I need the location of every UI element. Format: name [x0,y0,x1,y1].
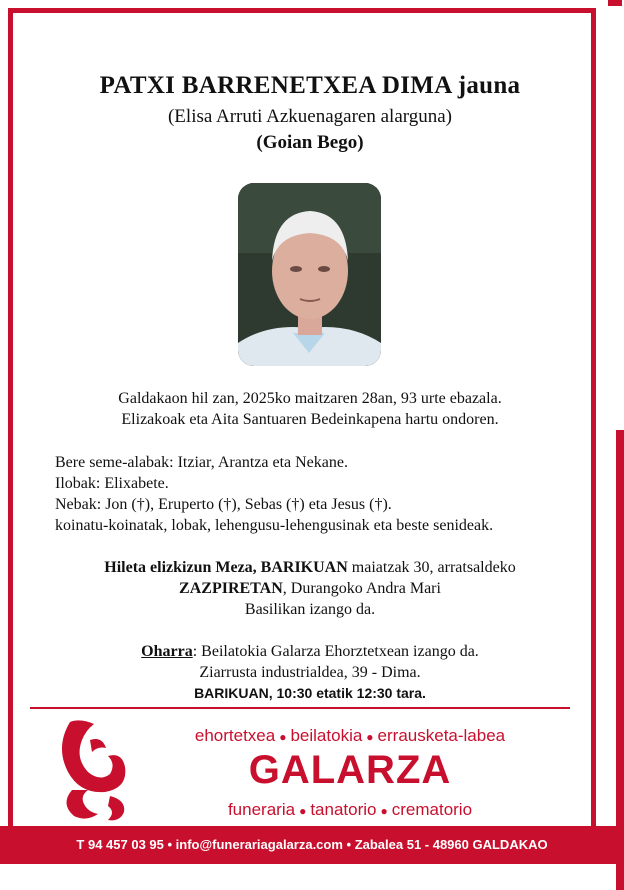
wake-address: Ziarrusta industrialdea, 39 - Dima. [199,664,421,681]
service-funeral-home: ehortetxea [194,726,276,745]
edge-mark [616,430,624,890]
portrait-image [238,183,381,366]
bullet-icon: ● [380,804,388,818]
service-tanatorio: tanatorio [310,800,377,819]
sacraments-line: Elizakoak eta Aita Santuaren Bedeinkapena hartu ondoren. [121,411,499,428]
rest-in-peace: (Goian Bego) [256,132,364,153]
spouse-line: (Elisa Arruti Azkuenagaren alarguna) [167,106,452,127]
funeral-basilica: Basilikan izango da. [244,601,376,618]
service-crematorium: errausketa-labea [377,726,506,745]
siblings-line: Nebak: Jon (†), Eruperto (†), Sebas (†) eta Jesus (†). [55,496,392,513]
contact-footer: T 94 457 03 95 • info@funerariagalarza.com • Zabalea 51 - 48960 GALDAKAO [0,826,624,864]
services-basque [140,726,560,746]
service-funeraria: funeraria [227,800,296,819]
galarza-logo-icon [50,712,140,824]
grandchildren-line: Ilobak: Elixabete. [55,475,169,492]
death-notice [20,388,600,430]
services-spanish [140,800,560,820]
service-crematorio: crematorio [391,800,473,819]
divider-line [30,707,570,709]
funeral-info [20,557,600,620]
death-line: Galdakaon hil zan, 2025ko maitzaren 28an, 93 urte ebazala. [118,390,502,407]
bullet-icon: ● [279,730,287,744]
brand-name: GALARZA [248,748,452,792]
bullet-icon: ● [299,804,307,818]
bullet-icon: ● [366,730,374,744]
family-list [55,452,493,536]
portrait-photo [238,183,381,366]
children-line: Bere seme-alabak: Itziar, Arantza eta Nekane. [55,454,348,471]
funeral-date: maiatzak 30, arratsaldeko [347,559,516,576]
corner-mark [608,0,622,6]
wake-hours: BARIKUAN, 10:30 etatik 12:30 tara. [194,685,426,701]
deceased-name: PATXI BARRENETXEA DIMA jauna [99,72,521,99]
service-wake-room: beilatokia [290,726,363,745]
funeral-place: , Durangoko Andra Mari [282,580,441,597]
funeral-time: ZAZPIRETAN [179,580,283,597]
relatives-line: koinatu-koinatak, lobak, lehengusu-lehengusinak eta beste senideak. [55,517,494,534]
note-label: Oharra [141,643,193,660]
wake-note [20,641,600,704]
funeral-mass-day: Hileta elizkizun Meza, BARIKUAN [104,559,348,576]
note-text: : Beilatokia Galarza Ehorztetxean izango da. [192,643,479,660]
